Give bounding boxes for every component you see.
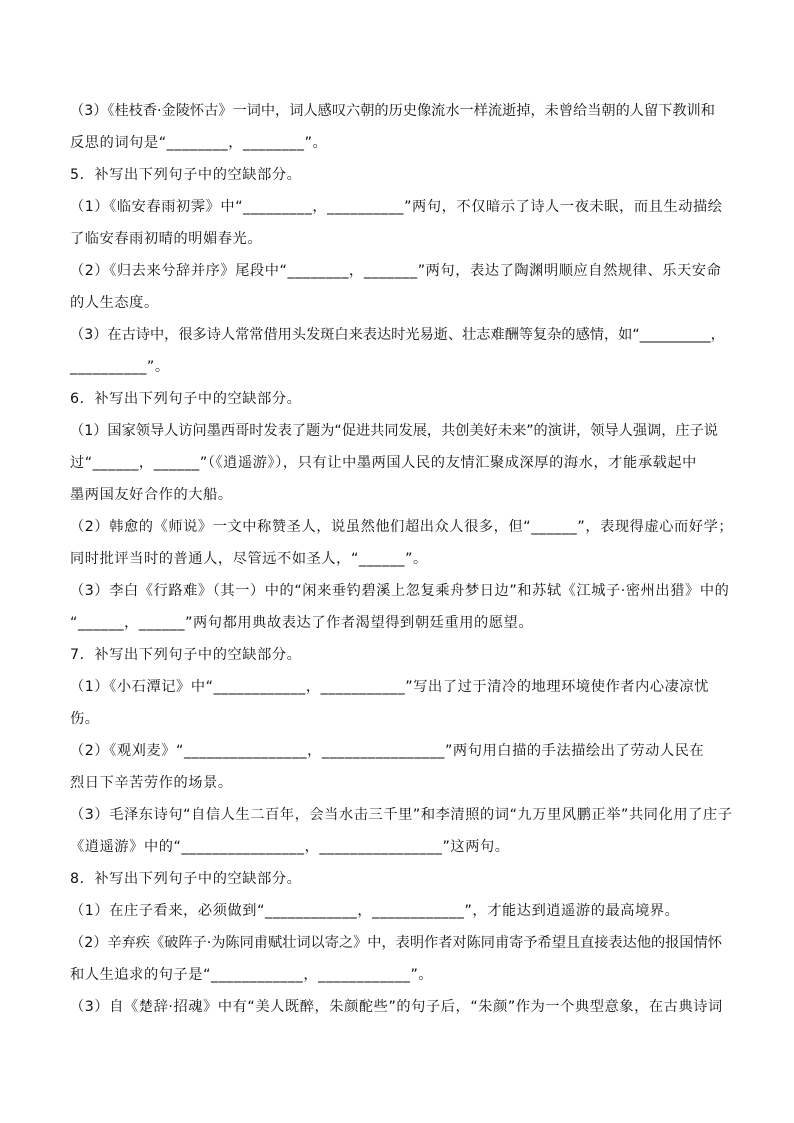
text-line: 过“______，______”（《逍遥游》），只有让中墨两国人民的友情汇聚成深厚的海水，才能承载起中 [70, 455, 697, 471]
text-line: 墨两国友好合作的大船。 [70, 487, 233, 503]
text-line: （3）自《楚辞·招魂》中有“美人既醉，朱颜酡些”的句子后，“朱颜”作为一个典型意象，在古典诗词 [70, 999, 723, 1015]
text-line: （2）《观刈麦》“________________，________________”两句用白描的手法描绘出了劳动人民在 [70, 743, 705, 759]
text-line: __________”。 [70, 359, 170, 375]
text-line: 和人生追求的句子是“____________，____________”。 [70, 967, 434, 983]
question-heading-5: 5．补写出下列句子中的空缺部分。 [70, 167, 302, 183]
text-line: 了临安春雨初晴的明媚春光。 [70, 231, 263, 247]
text-line: “______，______”两句都用典故表达了作者渴望得到朝廷重用的愿望。 [70, 615, 534, 631]
text-line: （3）毛泽东诗句“自信人生二百年，会当水击三千里”和李清照的词“九万里风鹏正举”共同化用了庄子 [70, 807, 733, 823]
text-line: （2）韩愈的《师说》一文中称赞圣人，说虽然他们超出众人很多，但“______”，表现得虚心而好学； [70, 519, 734, 535]
question-heading-7: 7．补写出下列句子中的空缺部分。 [70, 647, 302, 663]
text-line: （1）国家领导人访问墨西哥时发表了题为“促进共同发展，共创美好未来”的演讲，领导人强调，庄子说 [70, 423, 718, 439]
text-line: （1）《临安春雨初霁》中“_________，__________”两句，不仅暗示了诗人一夜未眠，而且生动描绘 [70, 199, 723, 215]
text-line: （3）在古诗中，很多诗人常常借用头发斑白来表达时光易逝、壮志难酬等复杂的感情，如“__________， [70, 327, 725, 343]
text-line: 反思的词句是“________，________”。 [70, 135, 328, 151]
text-line: （1）《小石潭记》中“____________，___________”写出了过于清冷的地理环境使作者内心凄凉忧 [70, 679, 710, 695]
text-line: （3）李白《行路难》（其一）中的“闲来垂钓碧溪上忽复乘舟梦日边”和苏轼《江城子·密州出猎》中的 [70, 583, 730, 599]
text-line: （3）《桂枝香·金陵怀古》一词中，词人感叹六朝的历史像流水一样流逝掉，未曾给当朝的人留下教训和 [70, 103, 715, 119]
text-line: 同时批评当时的普通人，尽管远不如圣人，“______”。 [70, 551, 428, 567]
question-heading-6: 6．补写出下列句子中的空缺部分。 [70, 391, 302, 407]
text-line: （2）《归去来兮辞并序》尾段中“________，_______”两句，表达了陶渊明顺应自然规律、乐天安命 [70, 263, 722, 279]
text-line: 烈日下辛苦劳作的场景。 [70, 775, 233, 791]
text-line: （2）辛弃疾《破阵子·为陈同甫赋壮词以寄之》中，表明作者对陈同甫寄予希望且直接表达他的报国情怀 [70, 935, 722, 951]
text-line: 《逍遥游》中的“________________，________________”这两句。 [70, 839, 510, 855]
text-line: 的人生态度。 [70, 295, 159, 311]
question-heading-8: 8．补写出下列句子中的空缺部分。 [70, 871, 302, 887]
text-line: 伤。 [70, 711, 100, 727]
text-line: （1）在庄子看来，必须做到“____________，____________”，才能达到逍遥游的最高境界。 [70, 903, 680, 919]
